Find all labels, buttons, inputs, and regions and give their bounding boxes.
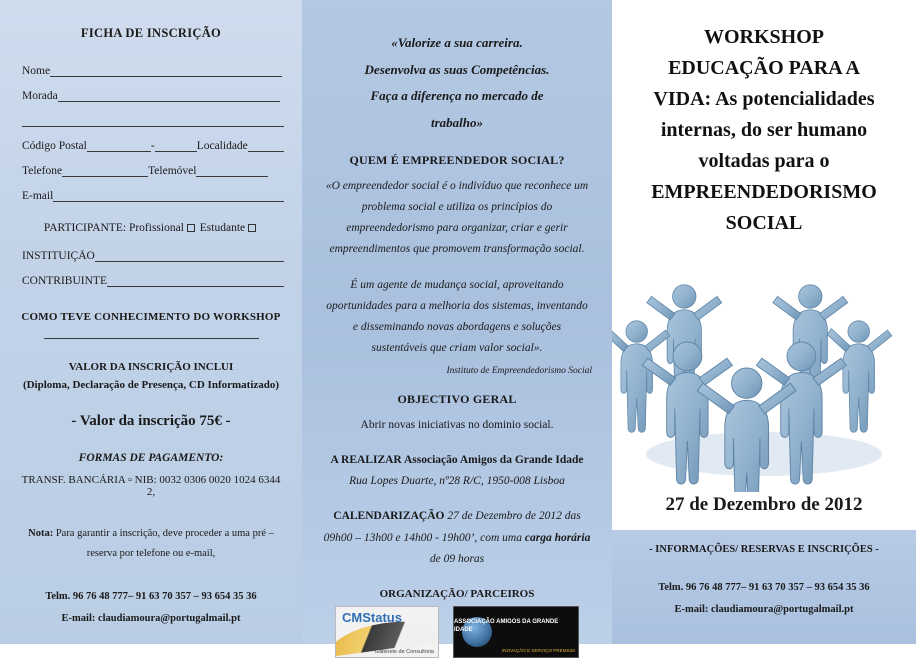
- workshop-title-line-5: voltadas para o: [698, 150, 830, 172]
- field-nome-line[interactable]: [50, 66, 282, 77]
- content-panel: [302, 0, 612, 656]
- field-morada-cont: [18, 115, 284, 127]
- valor-inclui-detail: (Diploma, Declaração de Presença, CD Informatizado): [22, 379, 280, 391]
- form-title: FICHA DE INSCRIÇÃO: [80, 26, 222, 40]
- slogan-block: [318, 30, 596, 137]
- workshop-title: [626, 22, 902, 239]
- objectivo-geral-text: Abrir novas iniciativas no dominio social.: [360, 418, 554, 431]
- nota-label: Nota:: [28, 528, 54, 539]
- info-phones: Telm. 96 76 48 777– 91 63 70 357 – 93 654 35 36: [658, 582, 870, 593]
- field-localidade-label: Localidade: [196, 140, 248, 152]
- cover-contact-block: [612, 530, 916, 644]
- contact-phones-left: Telm. 96 76 48 777– 91 63 70 357 – 93 654 35 36: [45, 590, 257, 602]
- logo-cmstatus-name: CMStatus: [342, 610, 402, 626]
- field-telefone-line[interactable]: [62, 166, 148, 177]
- quem-e-empreendedor-title: QUEM É EMPREENDEDOR SOCIAL?: [349, 152, 565, 167]
- field-telemovel-line[interactable]: [196, 166, 268, 177]
- field-contribuinte-label: CONTRIBUINTE: [22, 275, 107, 287]
- quem-e-empreendedor-p1: «O empreendedor social é o indivíduo que reconhece um problema social e utiliza os princípios do empreendedorismo para organizar, criar e gerir empreendimentos que promovem transformação social.: [325, 179, 589, 256]
- field-nome-label: Nome: [22, 65, 51, 77]
- field-email: [18, 190, 284, 202]
- info-email[interactable]: E-mail: claudiamoura@portugalmail.pt: [674, 604, 854, 616]
- workshop-title-line-2: EDUCAÇÃO PARA A: [668, 57, 860, 79]
- field-instituicao-label: INSTITUIÇÃO: [22, 250, 95, 262]
- info-title: - INFORMAÇÕES/ RESERVAS E INSCRIÇÕES -: [649, 544, 879, 555]
- field-morada: [18, 90, 284, 102]
- field-morada-label: Morada: [22, 90, 58, 102]
- transferencia-bancaria: TRANSF. BANCÁRIA ▫ NIB: 0032 0306 0020 1024 6344 2,: [21, 474, 281, 498]
- cover-panel: [612, 0, 916, 644]
- participante-row: [18, 222, 284, 234]
- a-realizar-block: [322, 450, 592, 493]
- field-codigo-postal-line[interactable]: [87, 141, 151, 152]
- partner-logos: [318, 606, 596, 658]
- calendarizacao-text: 27 de Dezembro de 2012 das 09h00 – 13h00 e 14h00 - 19h00’, com uma: [323, 510, 581, 544]
- logo-aagi: [453, 606, 579, 658]
- field-instituicao: [18, 250, 284, 262]
- workshop-title-line-1: WORKSHOP: [703, 26, 824, 48]
- workshop-title-line-6: EMPREENDEDORISMO: [651, 181, 877, 203]
- field-email-label: E-mail: [22, 190, 54, 202]
- field-codigo-postal-label: Código Postal: [22, 140, 87, 152]
- calendarizacao-label: CALENDARIZAÇÃO: [333, 510, 445, 523]
- logo-aagi-name: ASSOCIAÇÃO AMIGOS DA GRANDE IDADE: [454, 619, 559, 633]
- contacts-left: [18, 586, 284, 630]
- carga-horaria-value: de 09 horas: [429, 553, 485, 566]
- como-conhecimento-line[interactable]: [44, 327, 259, 339]
- logo-cmstatus: [335, 606, 439, 658]
- participante-label: PARTICIPANTE:: [43, 222, 127, 234]
- calendarizacao-block: [322, 506, 592, 570]
- field-email-line[interactable]: [53, 191, 284, 202]
- field-nome: [18, 65, 284, 77]
- logo-aagi-tagline: INOVAÇÃO E SERVIÇO PREMIUM: [501, 648, 575, 654]
- objectivo-geral-title: OBJECTIVO GERAL: [397, 391, 517, 406]
- field-morada-line[interactable]: [58, 91, 280, 102]
- participante-estudante-label: Estudante: [199, 222, 246, 234]
- valor-inclui-title: VALOR DA INSCRIÇÃO INCLUI: [68, 361, 234, 373]
- field-contribuinte: [18, 275, 284, 287]
- field-morada-line-2[interactable]: [22, 116, 284, 127]
- nota-text-2: reserva por telefone ou e-mail,: [86, 547, 216, 559]
- field-codigo-postal: [18, 140, 284, 152]
- field-localidade-line[interactable]: [248, 141, 284, 152]
- slogan-line-2: Desenvolva as suas Competências.: [364, 61, 550, 77]
- slogan-line-3: Faça a diferença no mercado de: [370, 88, 544, 104]
- organizacao-parceiros-title: ORGANIZAÇÃO/ PARCEIROS: [379, 588, 535, 601]
- field-contribuinte-line[interactable]: [107, 276, 284, 287]
- field-codigo-postal-sep: -: [150, 140, 155, 152]
- nota-text: Para garantir a inscrição, deve proceder a uma pré –: [53, 528, 274, 539]
- cover-top: [612, 0, 916, 530]
- field-telefone: [18, 165, 284, 177]
- como-conhecimento-title: COMO TEVE CONHECIMENTO DO WORKSHOP: [21, 311, 281, 323]
- quem-e-empreendedor-p2: É um agente de mudança social, aproveitando oportunidades para a melhoria dos sistemas, inventando e disseminando novas abordagens e soluções sustentáveis que criam valor social».: [326, 278, 588, 355]
- participante-profissional-label: Profissional: [128, 222, 184, 234]
- field-instituicao-line[interactable]: [95, 251, 284, 262]
- carga-horaria-label: carga horária: [524, 531, 591, 544]
- checkbox-profissional[interactable]: [187, 224, 195, 232]
- slogan-line-1: «Valorize a sua carreira.: [391, 35, 523, 50]
- quote-source: Instituto de Empreendedorismo Social: [446, 365, 592, 376]
- field-telefone-label: Telefone: [22, 165, 63, 177]
- event-date: 27 de Dezembro de 2012: [665, 494, 863, 515]
- registration-form-panel: [0, 0, 302, 644]
- contact-email-left[interactable]: E-mail: claudiamoura@portugalmail.pt: [61, 612, 241, 624]
- a-realizar-label: A REALIZAR: [330, 453, 402, 466]
- field-codigo-postal-line-2[interactable]: [155, 141, 197, 152]
- a-realizar-entity: Associação Amigos da Grande Idade: [401, 453, 584, 466]
- a-realizar-morada: Rua Lopes Duarte, nº28 R/C, 1950-008 Lisboa: [349, 475, 565, 488]
- workshop-title-line-3: VIDA: As potencialidades: [653, 88, 875, 110]
- field-telemovel-label: Telemóvel: [148, 165, 197, 177]
- nota-reserva: [18, 524, 284, 564]
- workshop-title-line-7: SOCIAL: [725, 212, 803, 234]
- checkbox-estudante[interactable]: [248, 224, 256, 232]
- slogan-line-4: trabalho»: [430, 114, 483, 130]
- workshop-title-line-4: internas, do ser humano: [660, 119, 868, 141]
- formas-pagamento-title: FORMAS DE PAGAMENTO:: [78, 452, 224, 464]
- preco-inscricao: - Valor da inscrição 75€ -: [71, 413, 231, 429]
- logo-cmstatus-tagline: Gabinete de Consultoria: [374, 649, 434, 656]
